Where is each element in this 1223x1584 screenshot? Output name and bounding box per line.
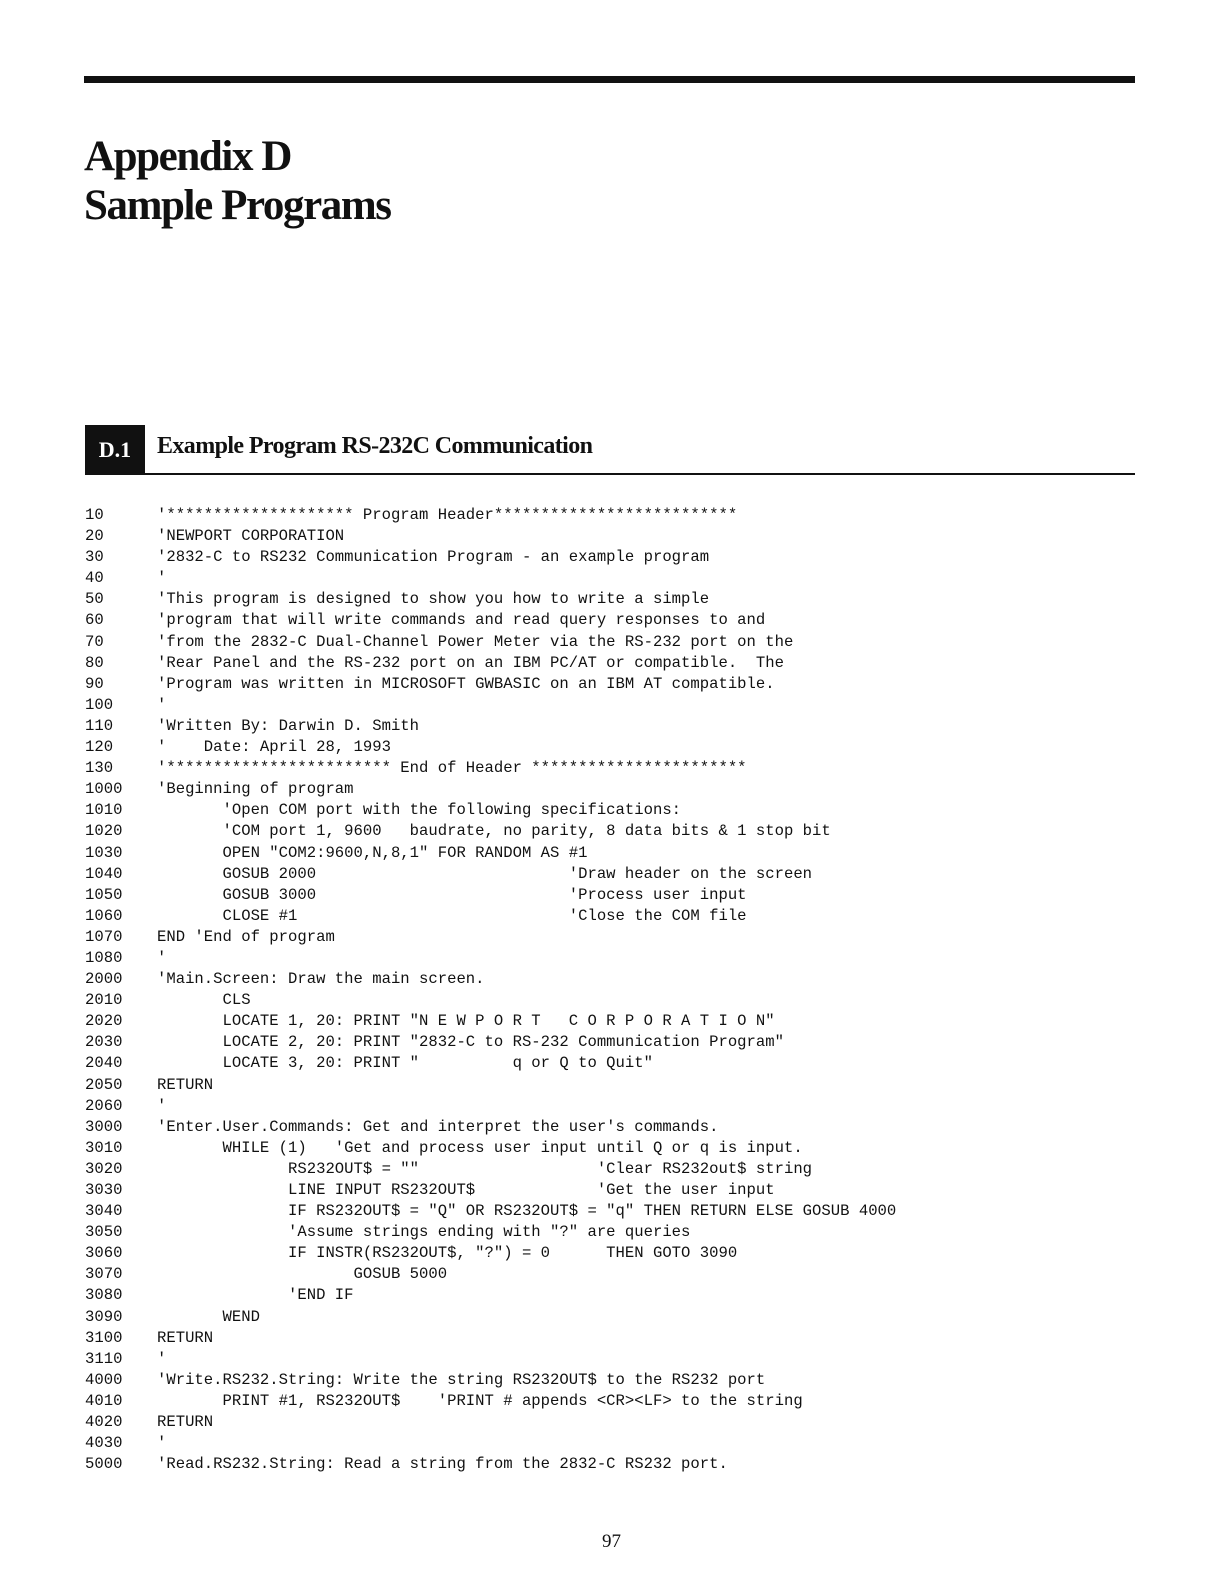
- line-code: LOCATE 2, 20: PRINT "2832-C to RS-232 Communication Program": [157, 1033, 784, 1052]
- line-number: 3020: [85, 1159, 123, 1178]
- code-line: [85, 800, 1185, 821]
- code-line: [85, 1370, 1185, 1391]
- line-code: IF RS232OUT$ = "Q" OR RS232OUT$ = "q" THEN RETURN ELSE GOSUB 4000: [157, 1202, 897, 1221]
- code-line: [85, 1285, 1185, 1306]
- code-line: [85, 1349, 1185, 1370]
- line-code: 'END IF: [157, 1286, 354, 1305]
- line-number: 100: [85, 695, 114, 714]
- line-number: 120: [85, 738, 114, 757]
- line-code: 'This program is designed to show you how to write a simple: [157, 590, 710, 609]
- code-line: [85, 1180, 1185, 1201]
- line-code: 'program that will write commands and read query responses to and: [157, 611, 766, 630]
- line-code: 'Write.RS232.String: Write the string RS232OUT$ to the RS232 port: [157, 1370, 766, 1389]
- line-number: 2020: [85, 1012, 123, 1031]
- code-line: [85, 1032, 1185, 1053]
- code-line: [85, 505, 1185, 526]
- code-line: [85, 1307, 1185, 1328]
- line-number: 1000: [85, 780, 123, 799]
- code-line: [85, 653, 1185, 674]
- line-number: 4010: [85, 1391, 123, 1410]
- line-number: 4020: [85, 1413, 123, 1432]
- line-code: WHILE (1) 'Get and process user input until Q or q is input.: [157, 1138, 803, 1157]
- line-code: 'COM port 1, 9600 baudrate, no parity, 8 data bits & 1 stop bit: [157, 822, 831, 841]
- line-code: LOCATE 1, 20: PRINT "N E W P O R T C O R P O R A T I O N": [157, 1012, 775, 1031]
- line-number: 3110: [85, 1349, 123, 1368]
- line-code: PRINT #1, RS232OUT$ 'PRINT # appends <CR><LF> to the string: [157, 1391, 803, 1410]
- page-title: [84, 132, 391, 230]
- line-code: '2832-C to RS232 Communication Program - an example program: [157, 548, 710, 567]
- section-number-badge: D.1: [85, 425, 145, 475]
- line-code: 'Written By: Darwin D. Smith: [157, 716, 420, 735]
- code-line: [85, 1264, 1185, 1285]
- code-line: [85, 1117, 1185, 1138]
- line-number: 1030: [85, 843, 123, 862]
- line-code: ': [157, 1434, 167, 1453]
- line-number: 1040: [85, 864, 123, 883]
- line-number: 2010: [85, 991, 123, 1010]
- line-number: 4000: [85, 1370, 123, 1389]
- line-code: ' Date: April 28, 1993: [157, 738, 391, 757]
- section-title: Example Program RS-232C Communication: [157, 433, 593, 459]
- line-code: WEND: [157, 1307, 260, 1326]
- code-line: [85, 1328, 1185, 1349]
- line-code: 'Assume strings ending with "?" are queries: [157, 1223, 691, 1242]
- code-line: [85, 674, 1185, 695]
- title-line-2: Sample Programs: [84, 182, 391, 229]
- line-number: 2030: [85, 1033, 123, 1052]
- title-line-1: Appendix D: [84, 133, 292, 180]
- line-number: 130: [85, 759, 114, 778]
- code-line: [85, 969, 1185, 990]
- code-line: [85, 695, 1185, 716]
- line-number: 50: [85, 590, 104, 609]
- code-line: [85, 589, 1185, 610]
- code-line: [85, 1159, 1185, 1180]
- line-number: 3060: [85, 1244, 123, 1263]
- line-number: 3080: [85, 1286, 123, 1305]
- line-number: 3040: [85, 1202, 123, 1221]
- line-number: 1080: [85, 948, 123, 967]
- line-code: 'Beginning of program: [157, 780, 354, 799]
- line-code: ': [157, 1349, 167, 1368]
- line-number: 80: [85, 653, 104, 672]
- line-number: 4030: [85, 1434, 123, 1453]
- line-code: '************************ End of Header ***********************: [157, 759, 747, 778]
- line-number: 70: [85, 632, 104, 651]
- line-number: 5000: [85, 1455, 123, 1474]
- line-code: LOCATE 3, 20: PRINT " q or Q to Quit": [157, 1054, 653, 1073]
- code-line: [85, 1433, 1185, 1454]
- code-line: [85, 1243, 1185, 1264]
- line-number: 40: [85, 569, 104, 588]
- line-number: 110: [85, 716, 114, 735]
- code-line: [85, 632, 1185, 653]
- code-line: [85, 758, 1185, 779]
- code-line: [85, 737, 1185, 758]
- line-number: 3010: [85, 1138, 123, 1157]
- line-code: RETURN: [157, 1075, 214, 1094]
- line-number: 2040: [85, 1054, 123, 1073]
- program-listing: [85, 505, 1185, 1475]
- code-line: [85, 1053, 1185, 1074]
- code-line: [85, 1075, 1185, 1096]
- line-number: 3030: [85, 1181, 123, 1199]
- code-line: [85, 1391, 1185, 1412]
- line-number: 1010: [85, 801, 123, 820]
- line-code: 'from the 2832-C Dual-Channel Power Meter via the RS-232 port on the: [157, 632, 794, 651]
- line-code: RETURN: [157, 1328, 214, 1347]
- page-number: 97: [602, 1531, 621, 1552]
- code-line: [85, 526, 1185, 547]
- line-number: 2000: [85, 970, 123, 989]
- line-number: 3090: [85, 1307, 123, 1326]
- line-number: 1020: [85, 822, 123, 841]
- line-code: 'Main.Screen: Draw the main screen.: [157, 970, 485, 989]
- line-number: 10: [85, 506, 104, 524]
- line-number: 90: [85, 674, 104, 693]
- line-code: 'Read.RS232.String: Read a string from the 2832-C RS232 port.: [157, 1455, 728, 1474]
- line-code: GOSUB 3000 'Process user input: [157, 885, 747, 904]
- line-number: 3100: [85, 1328, 123, 1347]
- line-code: 'Program was written in MICROSOFT GWBASIC on an IBM AT compatible.: [157, 674, 775, 693]
- code-line: [85, 779, 1185, 800]
- line-number: 60: [85, 611, 104, 630]
- code-line: [85, 1201, 1185, 1222]
- line-code: 'Enter.User.Commands: Get and interpret the user's commands.: [157, 1117, 719, 1136]
- code-line: [85, 885, 1185, 906]
- code-line: [85, 843, 1185, 864]
- line-code: LINE INPUT RS232OUT$ 'Get the user input: [157, 1181, 775, 1199]
- code-line: [85, 610, 1185, 631]
- line-code: END 'End of program: [157, 927, 335, 946]
- line-number: 2060: [85, 1096, 123, 1115]
- line-code: IF INSTR(RS232OUT$, "?") = 0 THEN GOTO 3090: [157, 1244, 738, 1263]
- line-code: RETURN: [157, 1413, 214, 1432]
- code-line: [85, 1222, 1185, 1243]
- code-line: [85, 1096, 1185, 1117]
- line-number: 3070: [85, 1265, 123, 1284]
- line-code: GOSUB 5000: [157, 1265, 448, 1284]
- code-line: [85, 1412, 1185, 1433]
- line-code: GOSUB 2000 'Draw header on the screen: [157, 864, 813, 883]
- line-code: CLOSE #1 'Close the COM file: [157, 906, 747, 925]
- line-code: 'Open COM port with the following specifications:: [157, 801, 682, 820]
- code-line: [85, 927, 1185, 948]
- line-code: '******************** Program Header**************************: [157, 506, 738, 524]
- code-line: [85, 547, 1185, 568]
- code-line: [85, 906, 1185, 927]
- code-line: [85, 1138, 1185, 1159]
- top-rule: [84, 76, 1135, 83]
- code-line: [85, 568, 1185, 589]
- line-code: ': [157, 1096, 167, 1115]
- line-code: OPEN "COM2:9600,N,8,1" FOR RANDOM AS #1: [157, 843, 588, 862]
- code-line: [85, 1011, 1185, 1032]
- line-code: CLS: [157, 991, 251, 1010]
- code-line: [85, 716, 1185, 737]
- line-number: 20: [85, 527, 104, 546]
- code-line: [85, 990, 1185, 1011]
- line-code: ': [157, 948, 167, 967]
- line-number: 1070: [85, 927, 123, 946]
- line-number: 30: [85, 548, 104, 567]
- line-code: ': [157, 569, 167, 588]
- line-number: 3050: [85, 1223, 123, 1242]
- code-line: [85, 864, 1185, 885]
- code-line: [85, 948, 1185, 969]
- line-code: 'NEWPORT CORPORATION: [157, 527, 345, 546]
- line-code: ': [157, 695, 167, 714]
- line-number: 3000: [85, 1117, 123, 1136]
- code-line: [85, 1454, 1185, 1475]
- line-code: 'Rear Panel and the RS-232 port on an IBM PC/AT or compatible. The: [157, 653, 784, 672]
- line-code: RS232OUT$ = "" 'Clear RS232out$ string: [157, 1159, 813, 1178]
- line-number: 2050: [85, 1075, 123, 1094]
- line-number: 1060: [85, 906, 123, 925]
- code-line: [85, 821, 1185, 842]
- line-number: 1050: [85, 885, 123, 904]
- section-rule: [85, 473, 1135, 475]
